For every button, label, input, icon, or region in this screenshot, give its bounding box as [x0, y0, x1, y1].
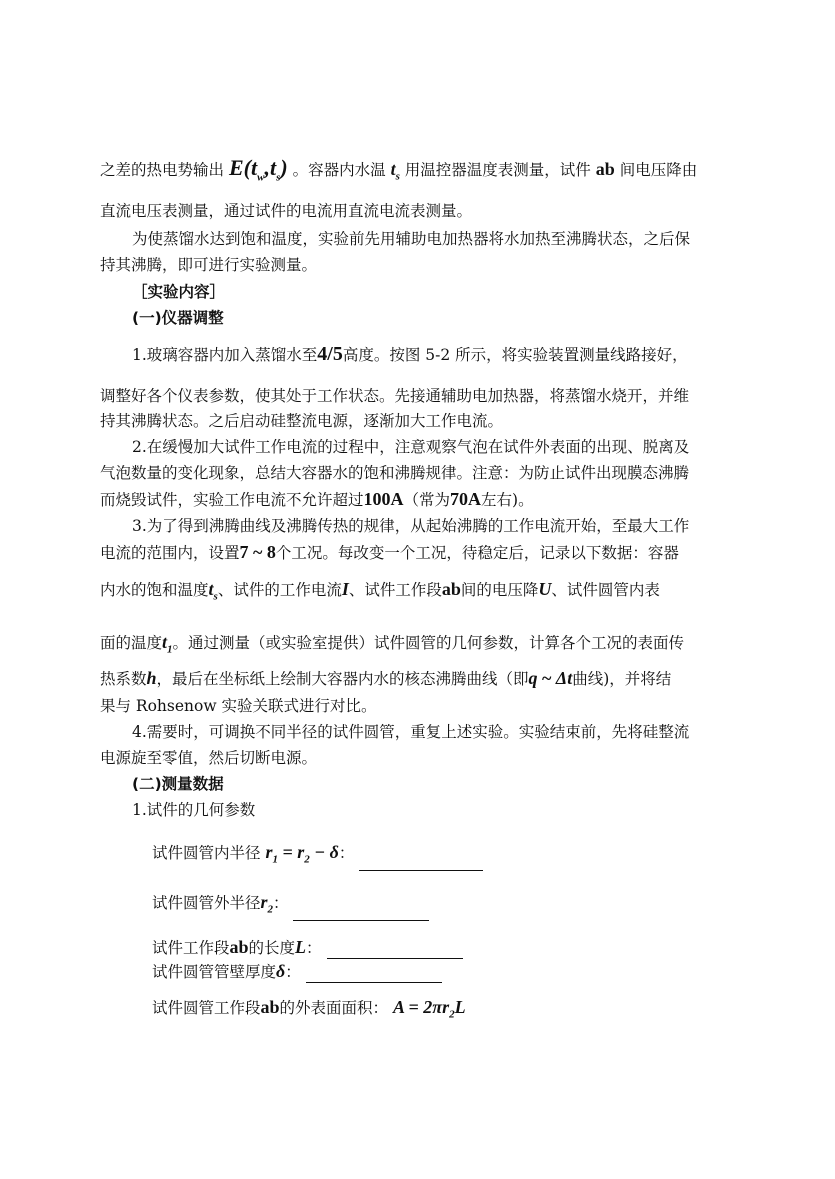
paragraph-line: 内水的饱和温度$t_s$、试件的工作电流I、试件工作段ab间的电压降U、试件圆管内表 [100, 579, 660, 603]
paragraph-line: 气泡数量的变化现象，总结大容器水的饱和沸腾规律。注意：为防止试件出现膜态沸腾 [100, 464, 690, 482]
subsection-title: (二)测量数据 [132, 775, 224, 793]
text: 。容器内水温 [292, 161, 386, 179]
paragraph-line: 持其沸腾状态。之后启动硅整流电源，逐渐加大工作电流。 [100, 412, 504, 430]
paragraph-line: 调整好各个仪表参数，使其处于工作状态。先接通辅助电加热器，将蒸馏水烧开，并维 [100, 387, 690, 405]
blank-line [293, 904, 429, 921]
symbol-ab: ab [229, 937, 249, 957]
symbol-r2: $r_2$ [260, 892, 274, 916]
paragraph-line: 热系数h，最后在坐标纸上绘制大容器内水的核态沸腾曲线（即q ~ Δt曲线)，并将结 [100, 668, 672, 688]
symbol-dt: Δt [555, 668, 573, 688]
symbol-ts: $t_s$ [208, 579, 218, 603]
paragraph-line: 持其沸腾，即可进行实验测量。 [100, 256, 318, 274]
paragraph-line: 电流的范围内，设置7 ~ 8个工况。每改变一个工况，待稳定后，记录以下数据：容器 [100, 542, 679, 562]
text: 之差的热电势输出 [100, 161, 225, 179]
symbol-delta: δ [276, 961, 286, 981]
range: 7 ~ 8 [239, 542, 276, 562]
formula-area: $A = 2\pi r_2L$ [392, 997, 466, 1021]
symbol-ts: $t_s$ [390, 159, 400, 183]
paragraph-line: 直流电压表测量，通过试件的电流用直流电流表测量。 [100, 202, 473, 220]
outer-radius-field: 试件圆管外半径$r_2$： [152, 891, 792, 921]
length-field: 试件工作段ab的长度L： [152, 936, 792, 959]
paragraph-line: 而烧毁试件，实验工作电流不允许超过100A（常为70A左右)。 [100, 489, 534, 509]
paragraph-line: 为使蒸馏水达到饱和温度，实验前先用辅助电加热器将水加热至沸腾状态，之后保 [132, 230, 691, 248]
paragraph-line: 电源旋至零值，然后切断电源。 [100, 749, 318, 767]
formula-r1: $r_1 = r_2 - \delta$ [265, 842, 339, 866]
thickness-field: 试件圆管管壁厚度δ： [152, 960, 792, 983]
area-field: 试件圆管工作段ab的外表面面积： $A = 2\pi r_2L$ [152, 997, 466, 1021]
section-title: ［实验内容］ [132, 283, 226, 301]
symbol-q: q [528, 668, 538, 688]
value-100A: 100A [363, 489, 404, 509]
paragraph-line: 4.需要时，可调换不同半径的试件圆管，重复上述实验。实验结束前，先将硅整流 [132, 723, 690, 741]
paragraph-line: 面的温度$t_1$。通过测量（或实验室提供）试件圆管的几何参数，计算各个工况的表面传 [100, 632, 685, 656]
formula-E: $E(t_w,t_s)$ [228, 155, 288, 184]
paragraph-line: 1.玻璃容器内加入蒸馏水至4/5高度。按图 5-2 所示，将实验装置测量线路接好， [132, 343, 688, 365]
symbol-L: L [295, 937, 307, 957]
paragraph-line: 3.为了得到沸腾曲线及沸腾传热的规律，从起始沸腾的工作电流开始，至最大工作 [132, 517, 690, 535]
inner-radius-field: 试件圆管内半径 $r_1 = r_2 - \delta$： [152, 841, 792, 871]
paragraph-line: 2.在缓慢加大试件工作电流的过程中，注意观察气泡在试件外表面的出现、脱离及 [132, 438, 690, 456]
symbol-U: U [538, 579, 552, 599]
blank-line [306, 966, 442, 983]
blank-line [327, 942, 463, 959]
symbol-ab: ab [441, 579, 461, 599]
text: 间电压降由 [619, 161, 698, 179]
paragraph-line: 1.试件的几何参数 [132, 801, 256, 819]
symbol-ab: ab [260, 997, 280, 1017]
symbol-t1: $t_1$ [162, 632, 173, 656]
value-70A: 70A [450, 489, 482, 509]
subsection-title: (一)仪器调整 [132, 309, 224, 327]
symbol-I: I [341, 579, 349, 599]
blank-line [359, 854, 483, 871]
paragraph-line [100, 157, 740, 188]
fraction: 4/5 [317, 343, 343, 365]
text: 用温控器温度表测量，试件 [404, 161, 591, 179]
paragraph-line: 果与 Rohsenow 实验关联式进行对比。 [100, 697, 377, 715]
symbol-ab: ab [595, 159, 615, 179]
symbol-h: h [146, 668, 157, 688]
